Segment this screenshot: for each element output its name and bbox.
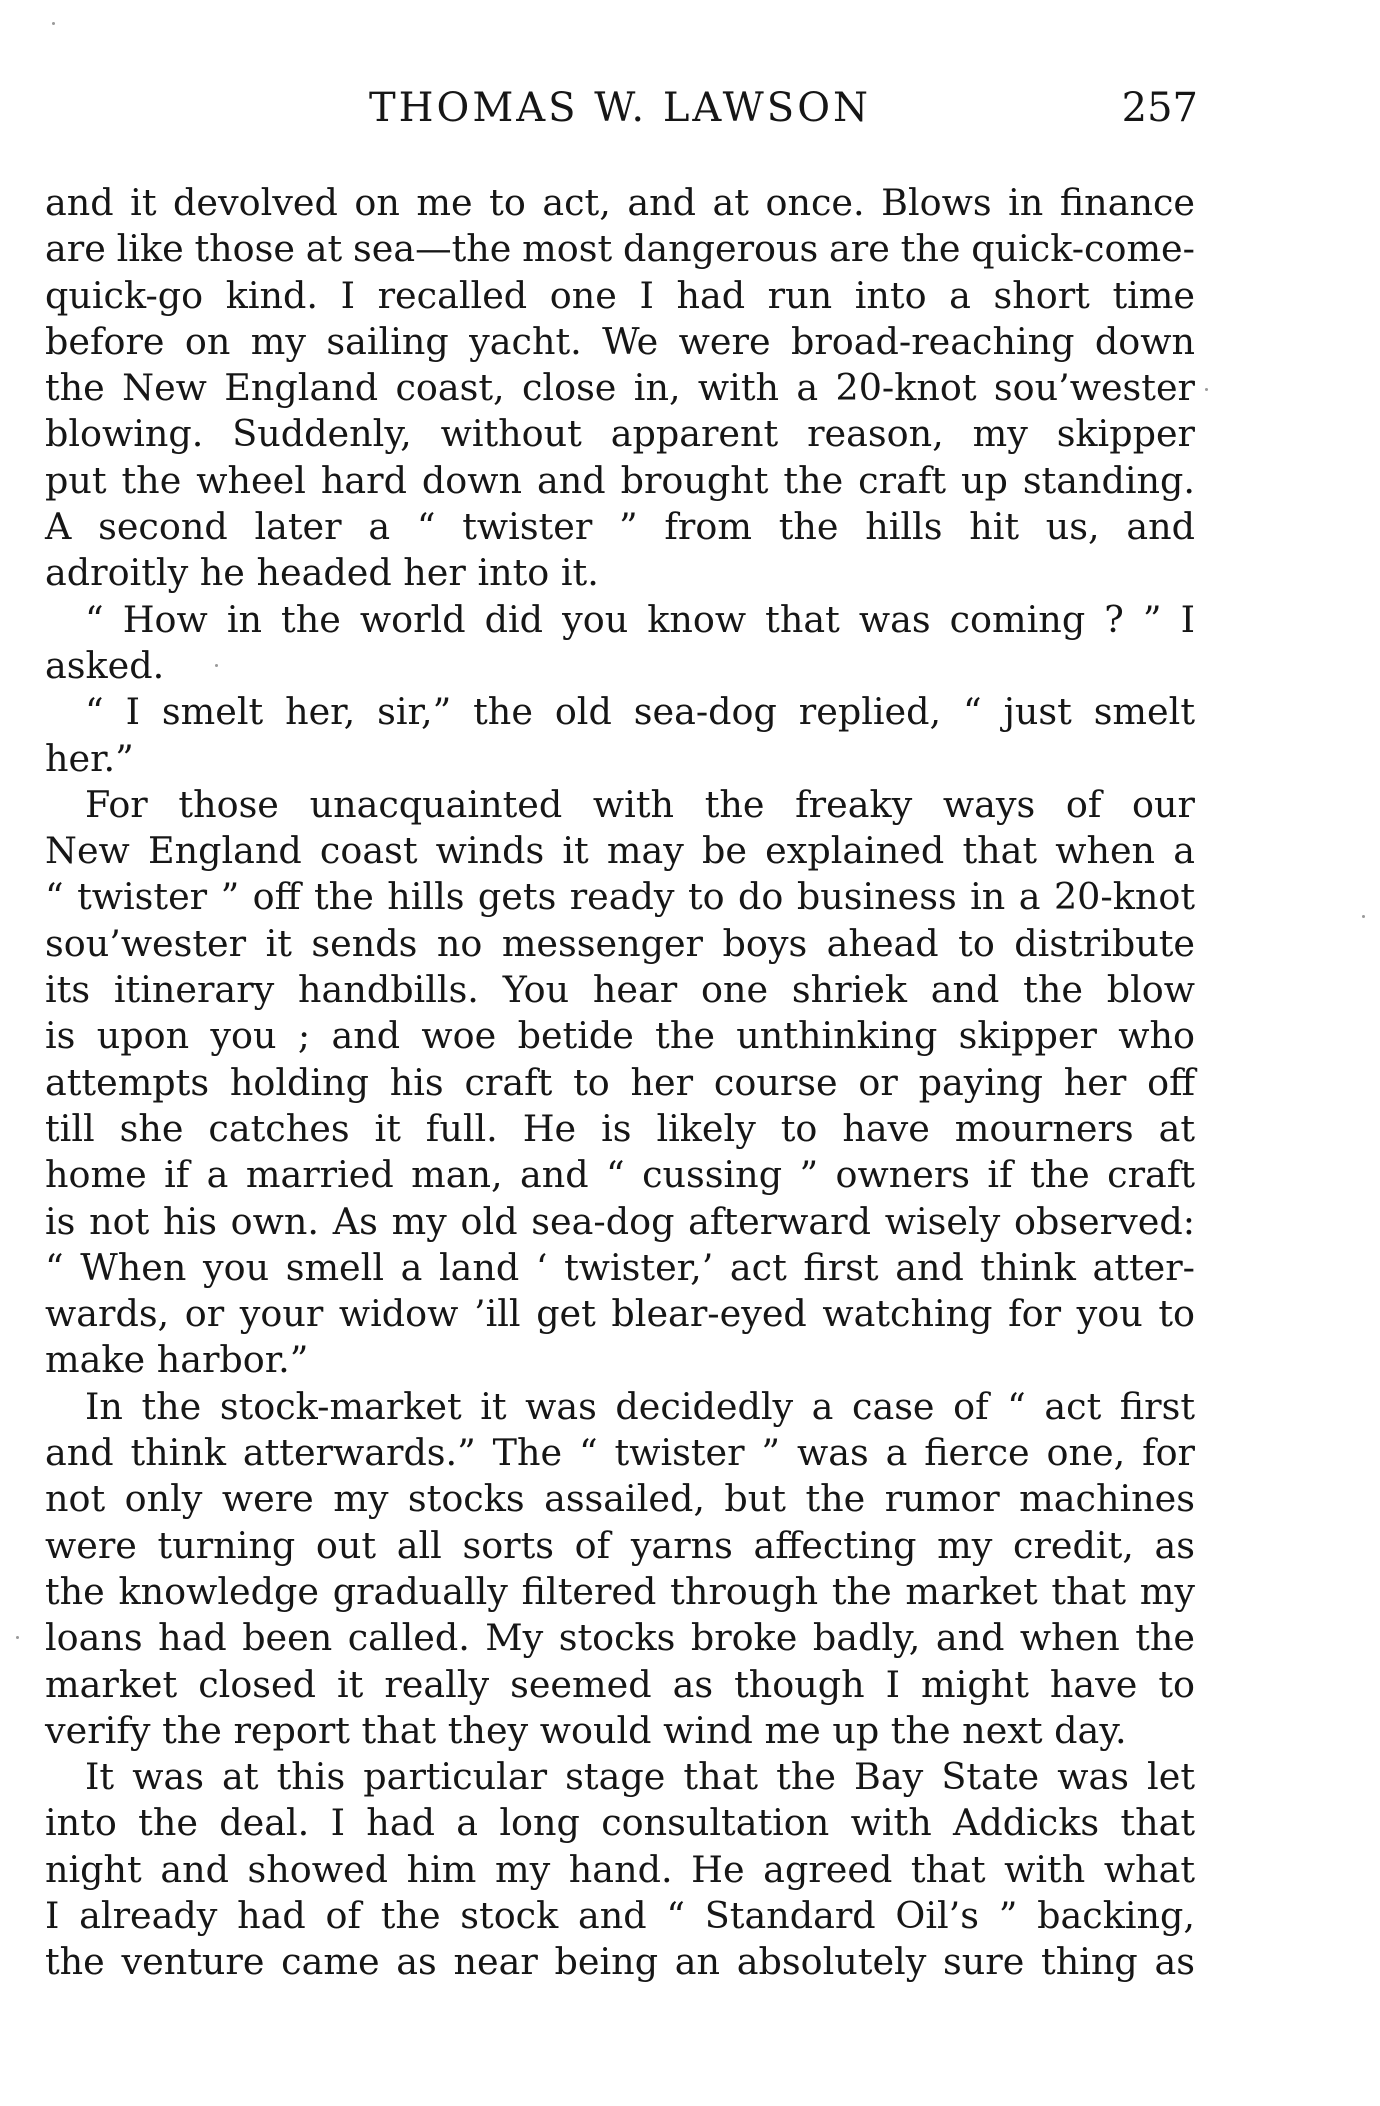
scan-speck xyxy=(215,664,218,667)
text-line: is upon you ; and woe betide the unthinking skipper who xyxy=(45,1014,1195,1058)
text-line: New England coast winds it may be explained that when a xyxy=(45,829,1195,873)
text-line: the New England coast, close in, with a 20-knot sou’wester xyxy=(45,366,1195,410)
scan-speck xyxy=(52,22,55,25)
text-line: till she catches it full. He is likely to have mourners at xyxy=(45,1106,1195,1150)
text-line: attempts holding his craft to her course or paying her off xyxy=(45,1060,1195,1104)
scan-speck xyxy=(16,1636,19,1639)
running-head xyxy=(45,78,1198,138)
text-line: “ How in the world did you know that was coming ? ” I xyxy=(85,597,1195,641)
text-line: market closed it really seemed as though I might have to xyxy=(45,1662,1195,1706)
text-line: make harbor.” xyxy=(45,1338,309,1382)
text-line: I already had of the stock and “ Standard Oil’s ” backing, xyxy=(45,1893,1195,1937)
text-line: were turning out all sorts of yarns affecting my credit, as xyxy=(45,1523,1195,1567)
text-line: and it devolved on me to act, and at once. Blows in finance xyxy=(45,181,1195,224)
text-line: is not his own. As my old sea-dog afterward wisely observed: xyxy=(45,1199,1195,1243)
text-line: her.” xyxy=(45,736,134,780)
text-line: before on my sailing yacht. We were broad-reaching down xyxy=(45,319,1195,363)
text-line: For those unacquainted with the freaky ways of our xyxy=(85,782,1195,826)
text-line: the venture came as near being an absolutely sure thing as xyxy=(45,1940,1195,1984)
text-line: are like those at sea—the most dangerous are the quick-come- xyxy=(45,227,1195,271)
running-title: THOMAS W. LAWSON xyxy=(368,85,871,131)
page-number: 257 xyxy=(1121,85,1198,131)
text-line: quick-go kind. I recalled one I had run into a short time xyxy=(45,273,1195,317)
text-line: home if a married man, and “ cussing ” owners if the craft xyxy=(45,1153,1195,1197)
text-line: night and showed him my hand. He agreed that with what xyxy=(45,1847,1195,1891)
text-line: verify the report that they would wind me up the next day. xyxy=(45,1708,1127,1752)
text-line: blowing. Suddenly, without apparent reason, my skipper xyxy=(45,412,1195,456)
text-line: its itinerary handbills. You hear one shriek and the blow xyxy=(45,968,1195,1012)
text-line: “ When you smell a land ‘ twister,’ act first and think atter- xyxy=(45,1245,1195,1289)
text-line: adroitly he headed her into it. xyxy=(45,551,599,595)
text-line: sou’wester it sends no messenger boys ahead to distribute xyxy=(45,921,1195,965)
text-line: In the stock-market it was decidedly a case of “ act first xyxy=(85,1384,1195,1428)
scan-speck xyxy=(1362,915,1365,918)
text-line: loans had been called. My stocks broke badly, and when the xyxy=(45,1616,1195,1660)
text-line: put the wheel hard down and brought the craft up standing. xyxy=(45,458,1195,502)
text-line: asked. xyxy=(45,643,165,687)
text-line: not only were my stocks assailed, but the rumor machines xyxy=(45,1477,1195,1521)
text-line: “ twister ” off the hills gets ready to do business in a 20-knot xyxy=(45,875,1195,919)
scan-speck xyxy=(1205,388,1208,391)
text-line: the knowledge gradually filtered through the market that my xyxy=(45,1569,1195,1613)
text-line: and think atterwards.” The “ twister ” was a fierce one, for xyxy=(45,1431,1195,1475)
text-line: It was at this particular stage that the Bay State was let xyxy=(85,1755,1195,1799)
text-line: “ I smelt her, sir,” the old sea-dog replied, “ just smelt xyxy=(85,690,1195,734)
body-text xyxy=(45,180,1195,1986)
text-line: A second later a “ twister ” from the hills hit us, and xyxy=(45,505,1195,549)
text-line: wards, or your widow ’ill get blear-eyed watching for you to xyxy=(45,1292,1195,1336)
text-line: into the deal. I had a long consultation with Addicks that xyxy=(45,1801,1195,1845)
